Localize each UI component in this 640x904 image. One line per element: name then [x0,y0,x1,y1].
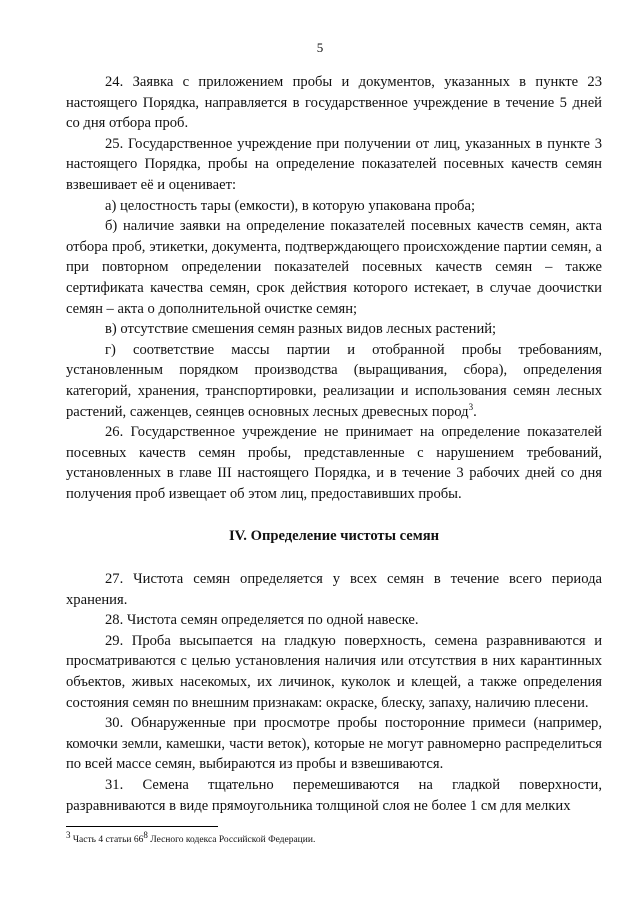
footnote-reference: 3 [468,401,474,412]
footnote-article-superscript: 8 [143,829,148,840]
paragraph-25-g [66,340,602,422]
paragraph-30: 30. Обнаруженные при просмотре пробы посторонние примеси (например, комочки земли, камешки, части веток), которые не могут равномерно распределиться по всей массе семян, выбираются из пробы и взвешиваются. [66,715,602,773]
paragraph-25-g-text: г) соответствие массы партии и отобранной пробы требованиям, установленным порядком производства (выращивания, сбора), определения категорий, хранения, транспортировки, реализации и использования семян лесных растений, саженцев, сеянцев основных лесных древесных пород [66,341,602,420]
paragraph-25-v: в) отсутствие смешения семян разных видов лесных растений; [105,321,497,338]
document-body [66,72,602,816]
footnote-text-after: Лесного кодекса Российской Федерации. [147,835,316,845]
section-heading: IV. Определение чистоты семян [228,528,440,545]
paragraph-27: 27. Чистота семян определяется у всех семян в течение всего периода хранения. [66,571,602,608]
paragraph-24: 24. Заявка с приложением пробы и документов, указанных в пункте 23 настоящего Порядка, направляется в государственное учреждение в течение 5 дней со дня отбора проб. [66,74,602,132]
footnote-divider [66,826,218,827]
paragraph-25: 25. Государственное учреждение при получении от лиц, указанных в пункте 3 настоящего Порядка, пробы на определение показателей посевных качеств семян взвешивает её и оценивает: [66,135,602,193]
paragraph-25-a: а) целостность тары (емкости), в которую упакована проба; [105,197,476,214]
footnote [66,829,602,846]
paragraph-25-g-end: . [473,403,477,420]
paragraph-25-b: б) наличие заявки на определение показателей посевных качеств семян, акта отбора проб, этикетки, документа, подтверждающего происхождение партии семян, а при повторном определении показателей посевных качеств семян – также сертификата качества семян, срок действия которого истекает, в случае доочистки семян – акта о дополнительной очистке семян; [66,218,602,317]
paragraph-31: 31. Семена тщательно перемешиваются на гладкой поверхности, разравниваются в виде прямоугольника толщиной слоя не более 1 см для мелких [66,777,602,814]
page-number: 5 [316,40,324,55]
paragraph-29: 29. Проба высыпается на гладкую поверхность, семена разравниваются и просматриваются с целью установления наличия или отсутствия в них карантинных объектов, живых насекомых, их личинок, куколок и клещей, а также определения состояния семян по внешним признакам: окраске, блеску, запаху, наличию плесени. [66,632,602,711]
paragraph-28: 28. Чистота семян определяется по одной навеске. [105,612,419,629]
paragraph-26: 26. Государственное учреждение не принимает на определение показателей посевных качеств семян пробы, представленные с нарушением требований, установленных в главе III настоящего Порядка, и в течение 3 рабочих дней со дня получения проб извещает об этом лиц, предоставивших пробы. [66,424,602,502]
footnote-marker: 3 [66,829,71,840]
footnote-text-before: Часть 4 статьи 66 [70,835,144,845]
